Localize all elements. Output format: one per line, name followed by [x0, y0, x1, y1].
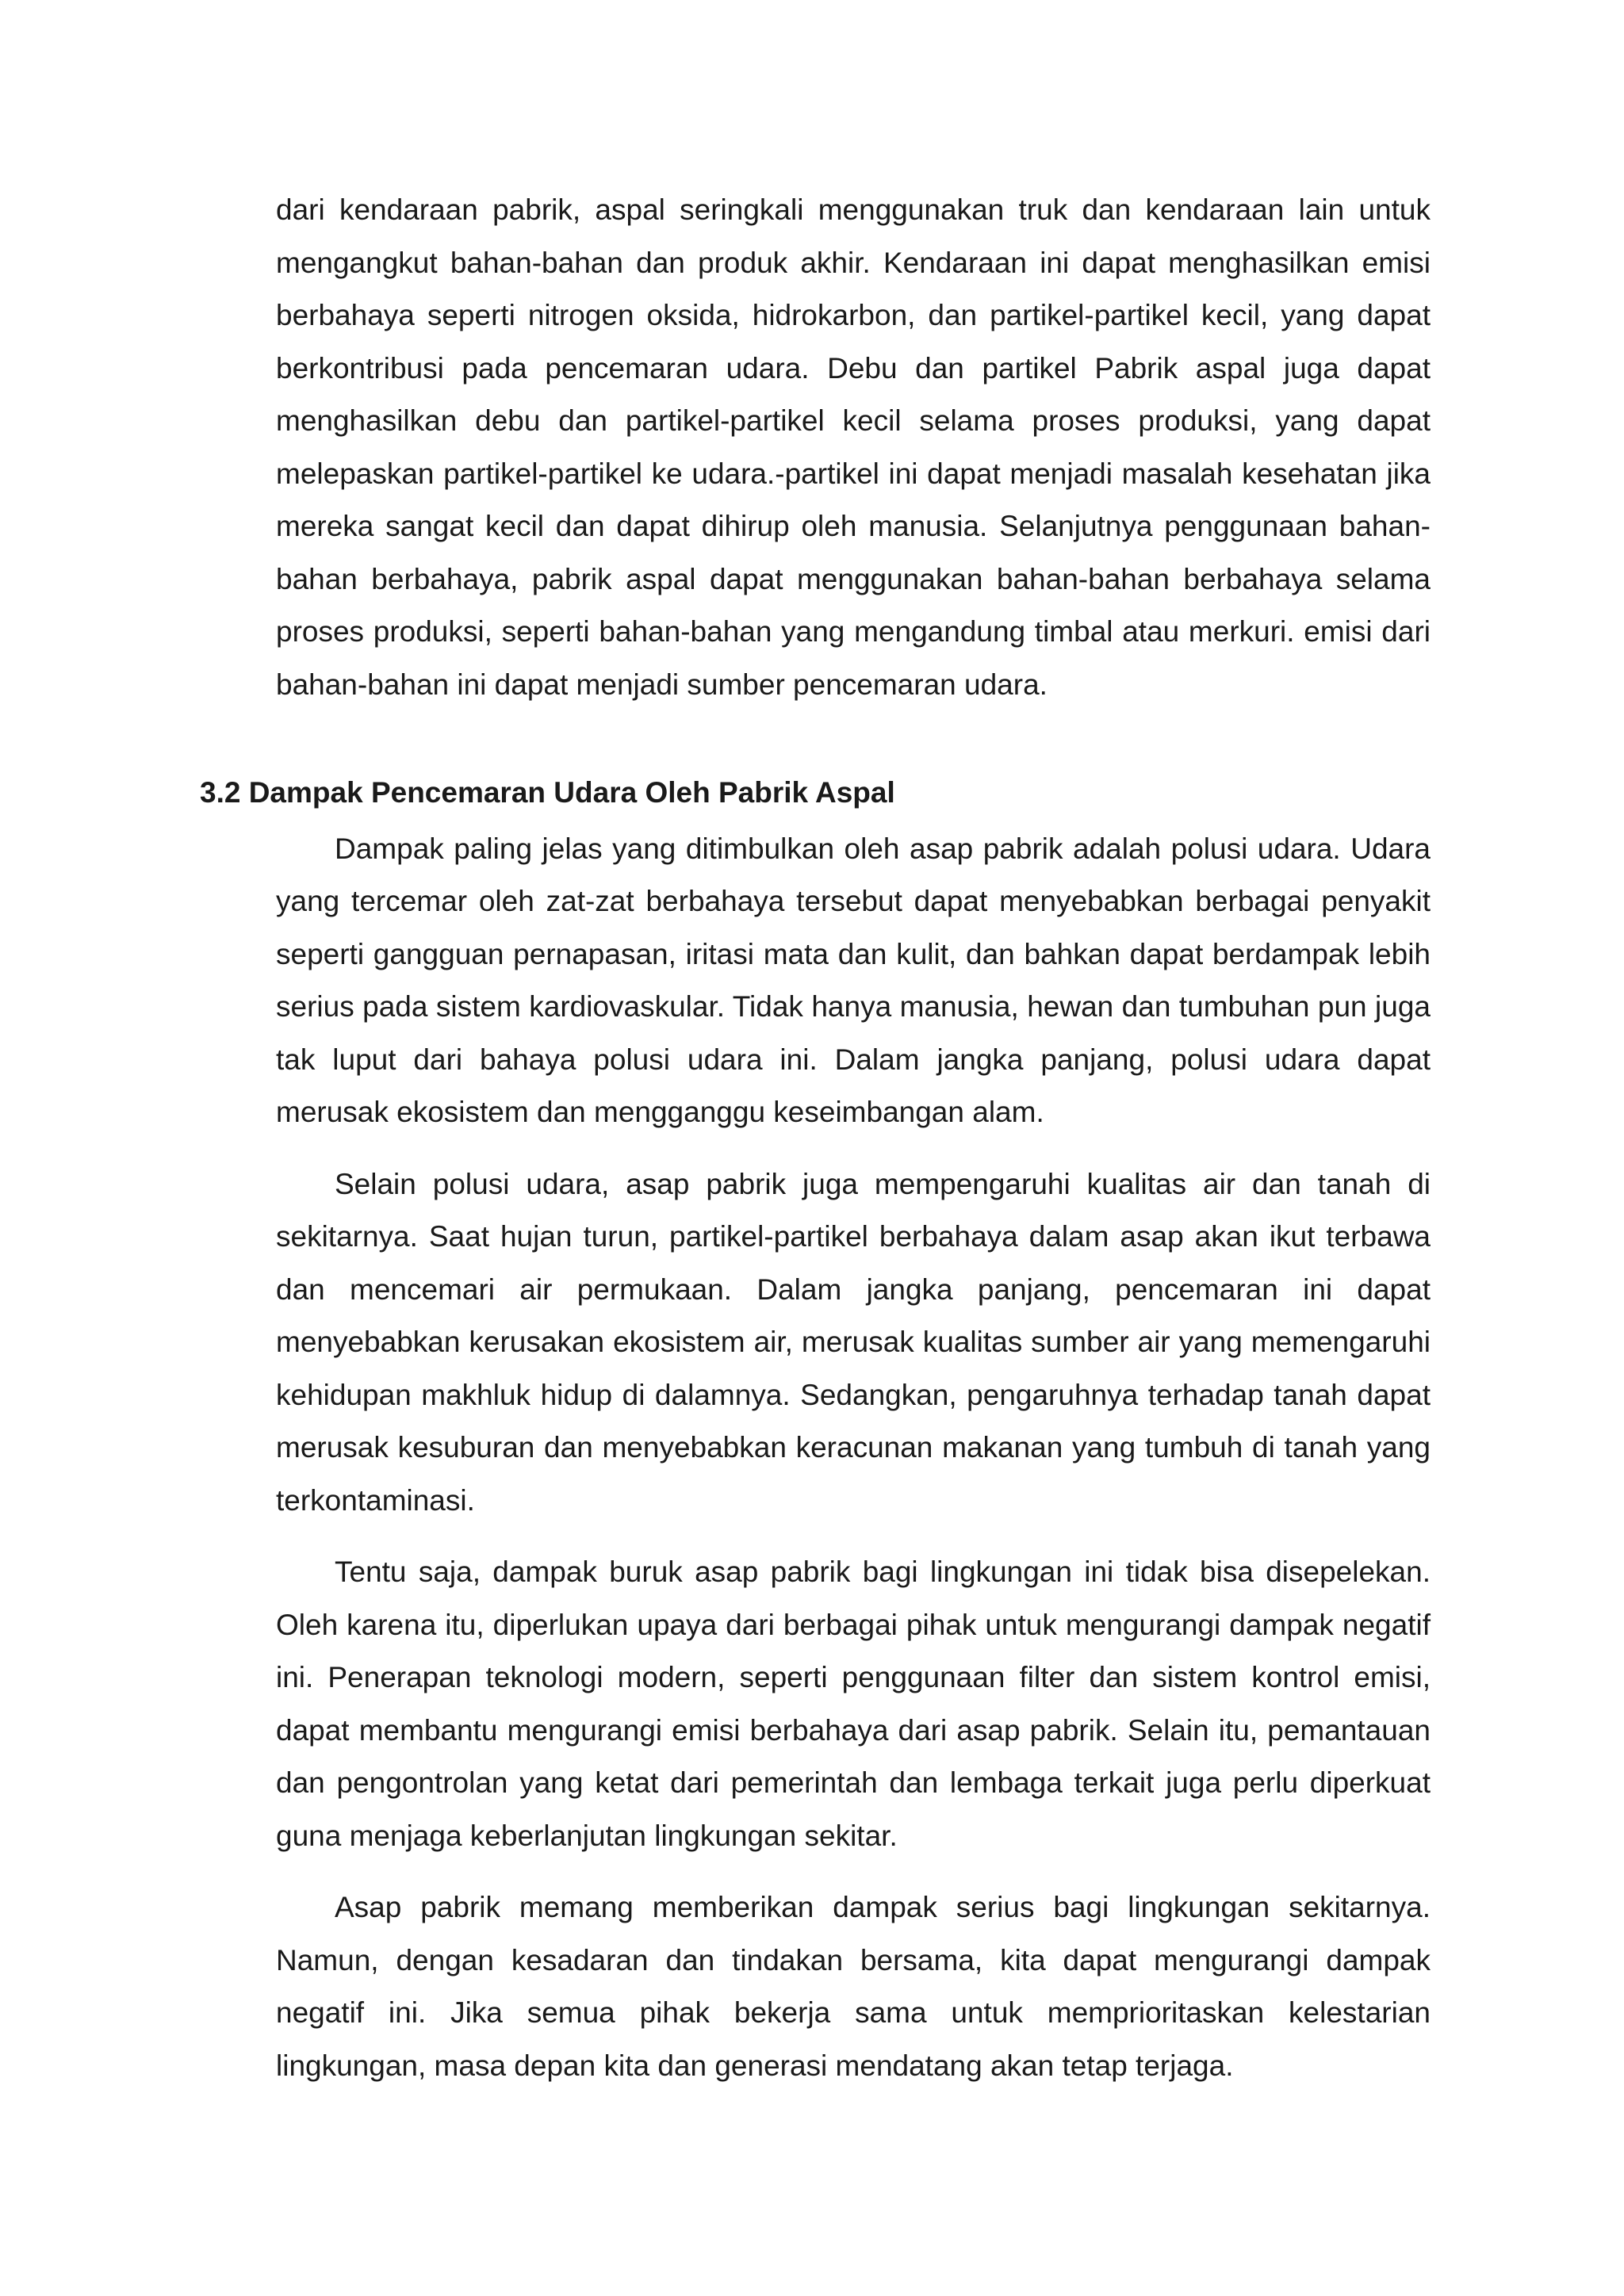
paragraph-3: Tentu saja, dampak buruk asap pabrik bagi lingkungan ini tidak bisa disepelekan. Oleh karena itu, diperlukan upaya dari berbagai pihak untuk mengurangi dampak negatif ini. Penerapan teknologi modern, seperti penggunaan filter dan sistem kontrol emisi, dapat membantu mengurangi emisi berbahaya dari asap pabrik. Selain itu, pemantauan dan pengontrolan yang ketat dari pemerintah dan lembaga terkait juga perlu diperkuat guna menjaga keberlanjutan lingkungan sekitar. [276, 1556, 1431, 1852]
page-content [200, 184, 1431, 2092]
section-heading: 3.2 Dampak Pencemaran Udara Oleh Pabrik Aspal [200, 776, 895, 809]
paragraph-2: Selain polusi udara, asap pabrik juga mempengaruhi kualitas air dan tanah di sekitarnya. Saat hujan turun, partikel-partikel berbahaya dalam asap akan ikut terbawa dan mencemari air permukaan. Dalam jangka panjang, pencemaran ini dapat menyebabkan kerusakan ekosistem air, merusak kualitas sumber air yang memengaruhi kehidupan makhluk hidup di dalamnya. Sedangkan, pengaruhnya terhadap tanah dapat merusak kesuburan dan menyebabkan keracunan makanan yang tumbuh di tanah yang terkontaminasi. [276, 1167, 1431, 1517]
paragraph-1: Dampak paling jelas yang ditimbulkan oleh asap pabrik adalah polusi udara. Udara yang tercemar oleh zat-zat berbahaya tersebut dapat menyebabkan berbagai penyakit seperti gangguan pernapasan, iritasi mata dan kulit, dan bahkan dapat berdampak lebih serius pada sistem kardiovaskular. Tidak hanya manusia, hewan dan tumbuhan pun juga tak luput dari bahaya polusi udara ini. Dalam jangka panjang, polusi udara dapat merusak ekosistem dan mengganggu keseimbangan alam. [276, 832, 1431, 1128]
intro-paragraph: dari kendaraan pabrik, aspal seringkali menggunakan truk dan kendaraan lain untuk mengangkut bahan-bahan dan produk akhir. Kendaraan ini dapat menghasilkan emisi berbahaya seperti nitrogen oksida, hidrokarbon, dan partikel-partikel kecil, yang dapat berkontribusi pada pencemaran udara. Debu dan partikel Pabrik aspal juga dapat menghasilkan debu dan partikel-partikel kecil selama proses produksi, yang dapat melepaskan partikel-partikel ke udara.-partikel ini dapat menjadi masalah kesehatan jika mereka sangat kecil dan dapat dihirup oleh manusia. Selanjutnya penggunaan bahan-bahan berbahaya, pabrik aspal dapat menggunakan bahan-bahan berbahaya selama proses produksi, seperti bahan-bahan yang mengandung timbal atau merkuri. emisi dari bahan-bahan ini dapat menjadi sumber pencemaran udara. [276, 193, 1431, 701]
paragraph-4: Asap pabrik memang memberikan dampak serius bagi lingkungan sekitarnya. Namun, dengan kesadaran dan tindakan bersama, kita dapat mengurangi dampak negatif ini. Jika semua pihak bekerja sama untuk memprioritaskan kelestarian lingkungan, masa depan kita dan generasi mendatang akan tetap terjaga. [276, 1891, 1431, 2082]
